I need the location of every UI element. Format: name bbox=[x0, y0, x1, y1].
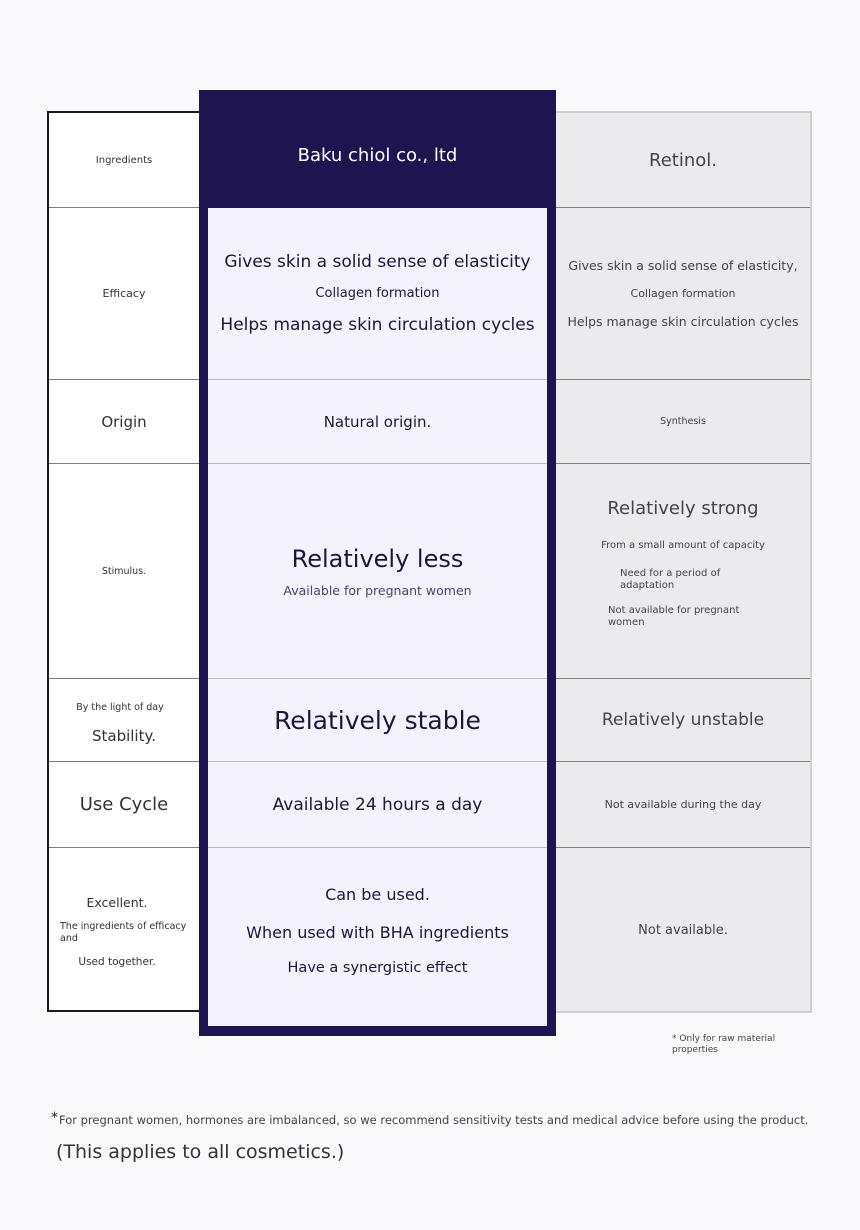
stability-label-small-wrap bbox=[49, 702, 191, 713]
efficacy-highlight-2: Collagen formation bbox=[315, 286, 440, 301]
stimulus-compare-item-3-wrap bbox=[608, 605, 748, 629]
combination-label-sub1: The ingredients of efficacy and bbox=[60, 921, 187, 944]
stimulus-compare-main: Relatively strong bbox=[607, 498, 759, 519]
efficacy-highlight-3: Helps manage skin circulation cycles bbox=[220, 315, 535, 335]
efficacy-label-cell bbox=[49, 208, 199, 379]
applies-note bbox=[56, 1141, 344, 1163]
raw-material-note bbox=[672, 1034, 792, 1056]
origin-compare-cell bbox=[556, 380, 810, 463]
row-divider bbox=[49, 678, 199, 679]
stimulus-compare-main-wrap bbox=[556, 498, 810, 519]
efficacy-label: Efficacy bbox=[102, 287, 146, 300]
applies-note-text: (This applies to all cosmetics.) bbox=[56, 1141, 345, 1163]
stimulus-compare-item-2-wrap bbox=[620, 568, 740, 592]
efficacy-compare-1: Gives skin a solid sense of elasticity, bbox=[568, 258, 798, 273]
combination-compare: Not available. bbox=[638, 922, 728, 938]
combination-label-main-wrap bbox=[49, 895, 185, 910]
stimulus-label-cell bbox=[49, 464, 199, 678]
combination-label-sub1-wrap bbox=[60, 921, 190, 945]
combination-label-sub2-wrap bbox=[49, 956, 185, 968]
retinol-heading: Retinol. bbox=[649, 149, 717, 171]
bakuchiol-heading: Baku chiol co., ltd bbox=[297, 144, 458, 166]
stability-label-small: By the light of day bbox=[76, 702, 164, 713]
origin-compare: Synthesis bbox=[660, 416, 706, 427]
origin-highlight: Natural origin. bbox=[323, 412, 432, 431]
stimulus-compare-item: Need for a period of adaptation bbox=[620, 568, 721, 591]
stability-highlight: Relatively stable bbox=[274, 705, 481, 735]
efficacy-compare-3: Helps manage skin circulation cycles bbox=[567, 314, 799, 329]
use-cycle-compare-cell bbox=[556, 762, 810, 847]
footnote-star: * bbox=[51, 1110, 58, 1126]
stimulus-compare-item: From a small amount of capacity bbox=[601, 540, 765, 551]
combination-highlight-cell bbox=[208, 848, 547, 1026]
stimulus-label: Stimulus. bbox=[101, 565, 147, 577]
origin-label-cell bbox=[49, 380, 199, 463]
raw-material-note-text: * Only for raw material properties bbox=[672, 1034, 776, 1055]
use-cycle-highlight: Available 24 hours a day bbox=[272, 794, 483, 815]
stability-label: Stability. bbox=[91, 727, 156, 745]
combination-highlight-2: When used with BHA ingredients bbox=[246, 923, 509, 942]
use-cycle-compare: Not available during the day bbox=[604, 798, 762, 811]
header-label-cell bbox=[49, 113, 199, 207]
stimulus-compare-item: Not available for pregnant women bbox=[608, 605, 740, 628]
combination-label-sub2: Used together. bbox=[78, 956, 156, 968]
header-compare-cell bbox=[556, 113, 810, 207]
use-cycle-highlight-cell bbox=[208, 762, 547, 847]
pregnancy-note bbox=[59, 1113, 819, 1127]
stimulus-highlight-main: Relatively less bbox=[291, 544, 464, 573]
row-divider bbox=[556, 463, 810, 464]
combination-highlight-1: Can be used. bbox=[325, 885, 430, 904]
efficacy-highlight-1: Gives skin a solid sense of elasticity bbox=[224, 252, 531, 272]
origin-highlight-cell bbox=[208, 380, 547, 463]
stability-compare-cell bbox=[556, 679, 810, 761]
stimulus-highlight-sub: Available for pregnant women bbox=[283, 582, 472, 598]
efficacy-compare-cell bbox=[556, 208, 810, 379]
combination-highlight-3: Have a synergistic effect bbox=[287, 960, 468, 976]
stability-label-wrap bbox=[49, 727, 199, 745]
use-cycle-label-cell bbox=[49, 762, 199, 847]
pregnancy-note-text: For pregnant women, hormones are imbalanced, so we recommend sensitivity tests and medical advice before using the product. bbox=[59, 1113, 809, 1127]
efficacy-highlight-cell bbox=[208, 208, 547, 379]
stimulus-highlight-cell bbox=[208, 464, 547, 678]
combination-label-main: Excellent. bbox=[86, 895, 148, 910]
footnote-star-wrap bbox=[51, 1110, 58, 1126]
header-label: Ingredients bbox=[95, 154, 153, 166]
combination-compare-cell bbox=[556, 848, 810, 1012]
stability-compare: Relatively unstable bbox=[601, 710, 765, 730]
stability-highlight-cell bbox=[208, 679, 547, 761]
row-divider bbox=[49, 847, 199, 848]
stimulus-compare-item-1-wrap bbox=[556, 540, 810, 551]
efficacy-compare-2: Collagen formation bbox=[630, 287, 736, 300]
header-highlight-cell bbox=[199, 130, 556, 180]
origin-label: Origin bbox=[101, 412, 147, 431]
use-cycle-label: Use Cycle bbox=[79, 794, 169, 815]
